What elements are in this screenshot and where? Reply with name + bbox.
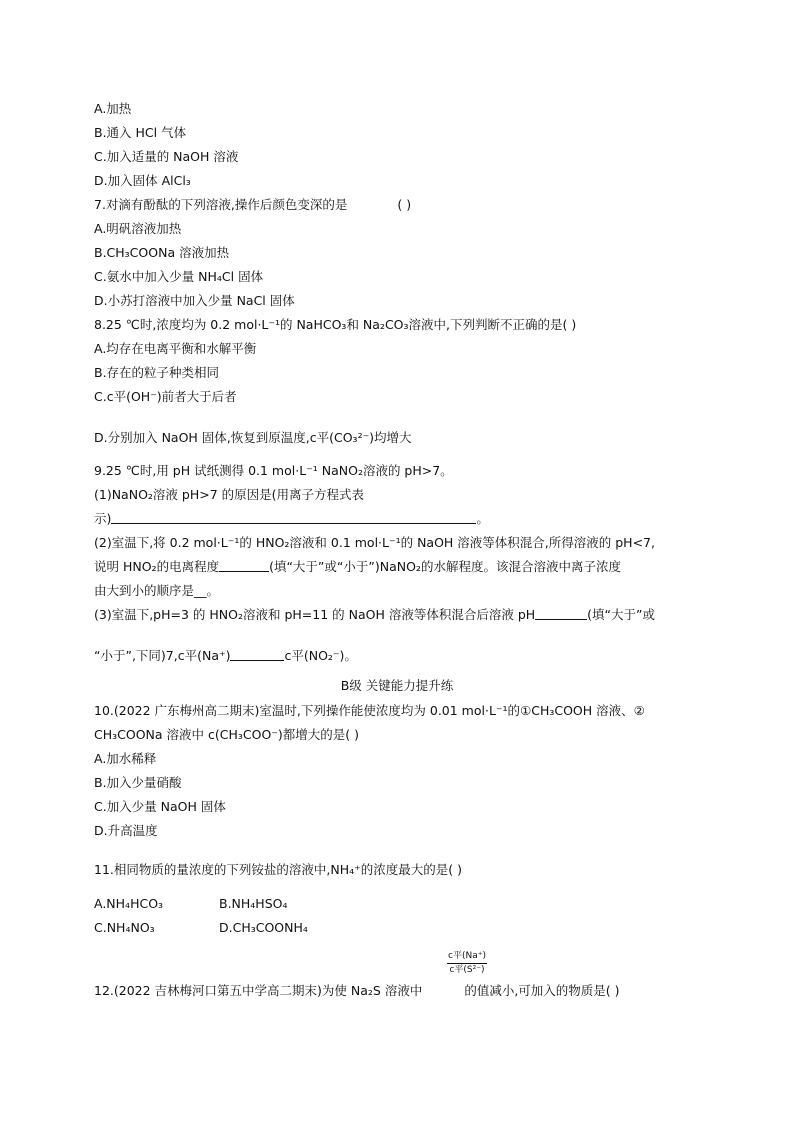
q9-stem: 9.25 ℃时,用 pH 试纸测得 0.1 mol·L⁻¹ NaNO₂溶液的 pH>7。 (94, 463, 453, 478)
q7-option-d: D.小苏打溶液中加入少量 NaCl 固体 (94, 293, 295, 308)
q12-fraction (447, 951, 487, 976)
q6-option-d: D.加入固体 AlCl₃ (94, 173, 191, 188)
q9-answer-blank-1 (111, 511, 476, 524)
q9-part2-line1: (2)室温下,将 0.2 mol·L⁻¹的 HNO₂溶液和 0.1 mol·L⁻¹的 NaOH 溶液等体积混合,所得溶液的 pH<7, (94, 535, 655, 550)
q10-option-a: A.加水稀释 (94, 751, 157, 766)
q12-fraction-bar (447, 963, 487, 964)
q7-stem-text: 7.对滴有酚酞的下列溶液,操作后颜色变深的是 (94, 197, 348, 212)
q9-part3-text-b: (填“大于”或 (587, 607, 655, 622)
q7-answer-paren: ( ) (397, 197, 412, 212)
q10-option-b: B.加入少量硝酸 (94, 775, 182, 790)
q9-part1-end: 。 (476, 511, 489, 526)
section-b-heading: B级 关键能力提升练 (340, 678, 454, 693)
q9-part1-line2 (94, 511, 489, 527)
q12-fraction-denominator: c平(S²⁻) (449, 965, 485, 975)
q10-option-d: D.升高温度 (94, 823, 158, 838)
q7-option-a: A.明矾溶液加热 (94, 221, 182, 236)
q9-part2-text-a: 说明 HNO₂的电离程度 (94, 559, 220, 574)
q12-stem (94, 983, 620, 999)
q9-part1-prefix: 示) (94, 511, 112, 526)
q9-part1-line1: (1)NaNO₂溶液 pH>7 的原因是(用离子方程式表 (94, 487, 365, 502)
q11-stem: 11.相同物质的量浓度的下列铵盐的溶液中,NH₄⁺的浓度最大的是( ) (94, 862, 462, 877)
q9-part2-text-b: (填“大于”或“小于”)NaNO₂的水解程度。该混合溶液中离子浓度 (269, 559, 621, 574)
q9-answer-blank-4 (230, 648, 284, 661)
q9-part3-text-d: c平(NO₂⁻)。 (284, 648, 357, 663)
q9-part3-text-c: “小于”,下同)7,c平(Na⁺) (94, 648, 231, 663)
q9-part2-line3: 由大到小的顺序是__。 (94, 583, 220, 598)
q12-stem-text-a: 12.(2022 吉林梅河口第五中学高二期末)为使 Na₂S 溶液中 (94, 983, 423, 998)
q12-stem-text-b: 的值减小,可加入的物质是( ) (464, 983, 620, 998)
q9-part3-text-a: (3)室温下,pH=3 的 HNO₂溶液和 pH=11 的 NaOH 溶液等体积混合后溶液 pH (94, 607, 536, 622)
q7-option-b: B.CH₃COONa 溶液加热 (94, 245, 230, 260)
q9-part3-line1 (94, 607, 655, 623)
q11-option-b: B.NH₄HSO₄ (219, 896, 288, 911)
q12-fraction-numerator: c平(Na⁺) (448, 951, 486, 961)
q6-option-c: C.加入适量的 NaOH 溶液 (94, 149, 239, 164)
q11-option-a: A.NH₄HCO₃ (94, 896, 164, 911)
q8-option-b: B.存在的粒子种类相同 (94, 365, 220, 380)
q9-part3-line2 (94, 648, 357, 664)
q11-option-d: D.CH₃COONH₄ (219, 920, 308, 935)
q8-option-d: D.分别加入 NaOH 固体,恢复到原温度,c平(CO₃²⁻)均增大 (94, 430, 412, 445)
q9-answer-blank-2 (219, 559, 269, 572)
q11-option-c: C.NH₄NO₃ (94, 920, 155, 935)
q8-stem: 8.25 ℃时,浓度均为 0.2 mol·L⁻¹的 NaHCO₃和 Na₂CO₃溶液中,下列判断不正确的是( ) (94, 317, 577, 332)
q6-option-b: B.通入 HCl 气体 (94, 125, 187, 140)
q10-stem-line2: CH₃COONa 溶液中 c(CH₃COO⁻)都增大的是( ) (94, 727, 359, 742)
q6-option-a: A.加热 (94, 101, 132, 116)
q10-stem-line1: 10.(2022 广东梅州高二期末)室温时,下列操作能使浓度均为 0.01 mol·L⁻¹的①CH₃COOH 溶液、② (94, 703, 645, 718)
q9-part2-line2 (94, 559, 621, 575)
q9-answer-blank-3 (535, 607, 587, 620)
q7-option-c: C.氨水中加入少量 NH₄Cl 固体 (94, 269, 264, 284)
q8-option-c: C.c平(OH⁻)前者大于后者 (94, 389, 237, 404)
q8-option-a: A.均存在电离平衡和水解平衡 (94, 341, 257, 356)
q7-stem (94, 197, 411, 213)
q10-option-c: C.加入少量 NaOH 固体 (94, 799, 226, 814)
